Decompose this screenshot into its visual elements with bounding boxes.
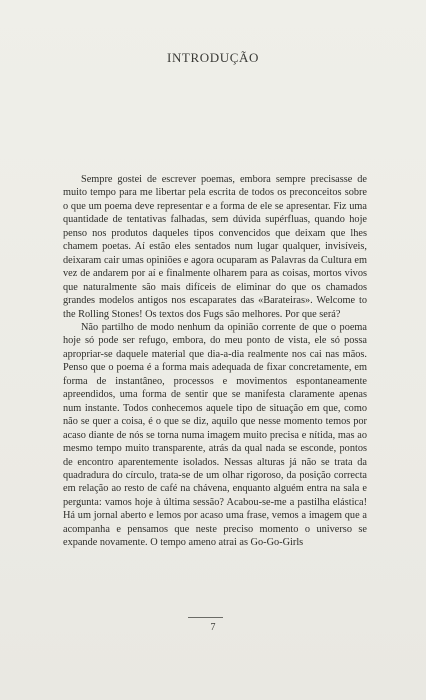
page-number: 7 [210, 622, 216, 633]
body-text [63, 173, 367, 550]
chapter-title: INTRODUÇÃO [167, 50, 259, 65]
page-number-rule [188, 617, 223, 618]
paragraph-1: Sempre gostei de escrever poemas, embora sempre precisasse de muito tempo para me libertar pela escrita de todos os preconceitos sobre o que um poema deve representar e a forma de ele se apresentar. Fiz uma quantidade de tentativas falhadas, sem dúvida supérfluas, quando hoje penso nos produtos daqueles tipos convencidos que deixam que lhes chamem poetas. Aí estão eles sentados num lugar qualquer, invisíveis, deixaram cair umas opiniões e agora ocuparam as Palavras da Cultura em vez de andarem por aí e finalmente olharem para as coisas, mortos vivos que naturalmente são mais difíceis de eliminar do que os chamados grandes modelos antigos nos escaparates das «Barateiras». Welcome to the Rolling Stones! Os textos dos Fugs são melhores. Por que será? [63, 174, 367, 320]
paragraph-2: Não partilho de modo nenhum da opinião corrente de que o poema hoje só pode ser refugo, embora, do meu ponto de vista, ele só possa apropriar-se daquele material que dia-a-dia realmente nos cai nas mãos. Penso que o poema é a forma mais adequada de fixar concretamente, em forma de instantâneo, processos e movimentos espontaneamente apreendidos, uma forma de sentir que se manifesta claramente apenas num instante. Todos conhecemos aquele tipo de situação em que, como não se quer a coisa, é o que se diz, aquilo que nesse momento temos por acaso diante de nós se torna numa imagem muito precisa e nítida, mas ao mesmo tempo muito transparente, atrás da qual nada se esconde, pontos de encontro aparentemente isolados. Nessas alturas já não se trata da quadradura do círculo, trata-se de um olhar rigoroso, da posição correcta em relação ao resto de café na chávena, enquanto alguém entra na sala e pergunta: vamos hoje à última sessão? Acabou-se-me a pastilha elástica! Há um jornal aberto e lemos por acaso uma frase, vemos a imagem que a acompanha e pensamos que neste preciso momento o universo se expande novamente. O tempo ameno atrai as Go-Go-Girls [63, 321, 367, 549]
